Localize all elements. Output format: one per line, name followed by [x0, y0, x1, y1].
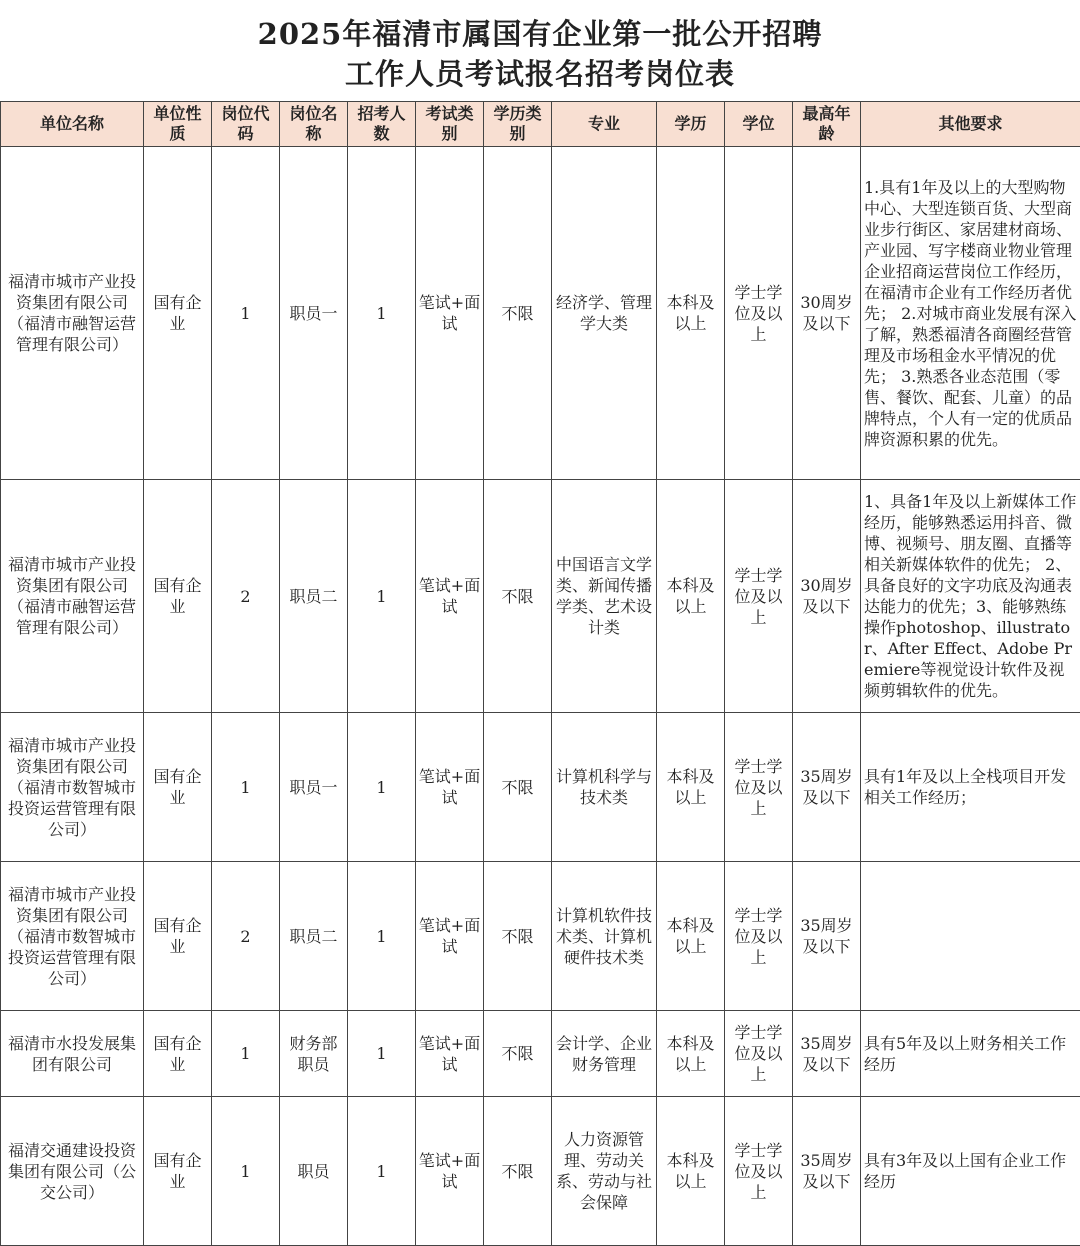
- cell-education: 本科及以上: [657, 1097, 725, 1246]
- cell-nature: 国有企业: [144, 480, 212, 713]
- cell-degree: 学士学位及以上: [725, 480, 793, 713]
- cell-count: 1: [348, 1097, 416, 1246]
- cell-edu-type: 不限: [484, 147, 552, 480]
- table-row: [1, 862, 1080, 1011]
- cell-major: 计算机软件技术类、计算机硬件技术类: [552, 862, 657, 1011]
- recruitment-table: [0, 101, 1080, 1246]
- cell-major: 人力资源管理、劳动关系、劳动与社会保障: [552, 1097, 657, 1246]
- cell-age: 35周岁及以下: [793, 1011, 861, 1097]
- cell-edu-type: 不限: [484, 713, 552, 862]
- header-degree: 学位: [725, 102, 793, 147]
- title-line-2: 工作人员考试报名招考岗位表: [0, 54, 1080, 94]
- cell-degree: 学士学位及以上: [725, 1097, 793, 1246]
- cell-unit: 福清市城市产业投资集团有限公司（福清市融智运营管理有限公司）: [1, 147, 144, 480]
- cell-major: 中国语言文学类、新闻传播学类、艺术设计类: [552, 480, 657, 713]
- cell-position: 财务部职员: [280, 1011, 348, 1097]
- cell-nature: 国有企业: [144, 147, 212, 480]
- header-education: 学历: [657, 102, 725, 147]
- header-hire-count: 招考人数: [348, 102, 416, 147]
- cell-position: 职员二: [280, 862, 348, 1011]
- title-line-1: 2025年福清市属国有企业第一批公开招聘: [0, 14, 1080, 54]
- cell-age: 30周岁及以下: [793, 480, 861, 713]
- cell-code: 1: [212, 147, 280, 480]
- table-row: [1, 713, 1080, 862]
- header-exam-type: 考试类别: [416, 102, 484, 147]
- table-row: [1, 147, 1080, 480]
- cell-position: 职员一: [280, 147, 348, 480]
- page-title: [0, 0, 1080, 101]
- cell-education: 本科及以上: [657, 480, 725, 713]
- cell-unit: 福清市水投发展集团有限公司: [1, 1011, 144, 1097]
- cell-nature: 国有企业: [144, 713, 212, 862]
- cell-major: 经济学、管理学大类: [552, 147, 657, 480]
- cell-age: 35周岁及以下: [793, 1097, 861, 1246]
- cell-exam: 笔试+面试: [416, 862, 484, 1011]
- cell-code: 1: [212, 1011, 280, 1097]
- table-row: [1, 480, 1080, 713]
- cell-count: 1: [348, 1011, 416, 1097]
- cell-position: 职员二: [280, 480, 348, 713]
- cell-age: 35周岁及以下: [793, 862, 861, 1011]
- cell-age: 35周岁及以下: [793, 713, 861, 862]
- table-row: [1, 1011, 1080, 1097]
- cell-other: 具有1年及以上全栈项目开发相关工作经历；: [861, 713, 1080, 862]
- cell-education: 本科及以上: [657, 713, 725, 862]
- header-unit-name: 单位名称: [1, 102, 144, 147]
- cell-exam: 笔试+面试: [416, 480, 484, 713]
- header-position-code: 岗位代码: [212, 102, 280, 147]
- cell-degree: 学士学位及以上: [725, 147, 793, 480]
- cell-other: 1、具备1年及以上新媒体工作经历，能够熟悉运用抖音、微博、视频号、朋友圈、直播等相关新媒体软件的优先； 2、具备良好的文字功底及沟通表达能力的优先；3、能够熟练操作photoshop、illustrator、After Effect、Adobe Premiere等视觉设计软件及视频剪辑软件的优先。: [861, 480, 1080, 713]
- cell-code: 1: [212, 713, 280, 862]
- cell-exam: 笔试+面试: [416, 713, 484, 862]
- table-header-row: [1, 102, 1080, 147]
- cell-other: 具有5年及以上财务相关工作经历: [861, 1011, 1080, 1097]
- cell-age: 30周岁及以下: [793, 147, 861, 480]
- cell-nature: 国有企业: [144, 1011, 212, 1097]
- table-row: [1, 1097, 1080, 1246]
- header-unit-nature: 单位性质: [144, 102, 212, 147]
- cell-other: 具有3年及以上国有企业工作经历: [861, 1097, 1080, 1246]
- cell-degree: 学士学位及以上: [725, 1011, 793, 1097]
- cell-exam: 笔试+面试: [416, 1097, 484, 1246]
- cell-edu-type: 不限: [484, 1097, 552, 1246]
- cell-code: 1: [212, 1097, 280, 1246]
- cell-count: 1: [348, 713, 416, 862]
- cell-education: 本科及以上: [657, 1011, 725, 1097]
- cell-unit: 福清交通建设投资集团有限公司（公交公司）: [1, 1097, 144, 1246]
- cell-position: 职员: [280, 1097, 348, 1246]
- header-max-age: 最高年龄: [793, 102, 861, 147]
- cell-other: 1.具有1年及以上的大型购物中心、大型连锁百货、大型商业步行街区、家居建材商场、产业园、写字楼商业物业管理企业招商运营岗位工作经历，在福清市企业有工作经历者优先； 2.对城市商业发展有深入了解，熟悉福清各商圈经营管理及市场租金水平情况的优先； 3.熟悉各业态范围（零售、餐饮、配套、儿童）的品牌特点，个人有一定的优质品牌资源积累的优先。: [861, 147, 1080, 480]
- header-position-name: 岗位名称: [280, 102, 348, 147]
- cell-other: [861, 862, 1080, 1011]
- cell-unit: 福清市城市产业投资集团有限公司（福清市数智城市投资运营管理有限公司）: [1, 862, 144, 1011]
- cell-edu-type: 不限: [484, 1011, 552, 1097]
- header-edu-type: 学历类别: [484, 102, 552, 147]
- cell-degree: 学士学位及以上: [725, 862, 793, 1011]
- cell-education: 本科及以上: [657, 862, 725, 1011]
- cell-count: 1: [348, 480, 416, 713]
- cell-code: 2: [212, 862, 280, 1011]
- cell-major: 计算机科学与技术类: [552, 713, 657, 862]
- header-major: 专业: [552, 102, 657, 147]
- cell-edu-type: 不限: [484, 862, 552, 1011]
- cell-exam: 笔试+面试: [416, 147, 484, 480]
- cell-unit: 福清市城市产业投资集团有限公司（福清市数智城市投资运营管理有限公司）: [1, 713, 144, 862]
- cell-count: 1: [348, 147, 416, 480]
- cell-major: 会计学、企业财务管理: [552, 1011, 657, 1097]
- cell-nature: 国有企业: [144, 862, 212, 1011]
- cell-position: 职员一: [280, 713, 348, 862]
- cell-nature: 国有企业: [144, 1097, 212, 1246]
- cell-code: 2: [212, 480, 280, 713]
- cell-degree: 学士学位及以上: [725, 713, 793, 862]
- cell-count: 1: [348, 862, 416, 1011]
- header-other-requirements: 其他要求: [861, 102, 1080, 147]
- cell-exam: 笔试+面试: [416, 1011, 484, 1097]
- cell-education: 本科及以上: [657, 147, 725, 480]
- cell-unit: 福清市城市产业投资集团有限公司（福清市融智运营管理有限公司）: [1, 480, 144, 713]
- cell-edu-type: 不限: [484, 480, 552, 713]
